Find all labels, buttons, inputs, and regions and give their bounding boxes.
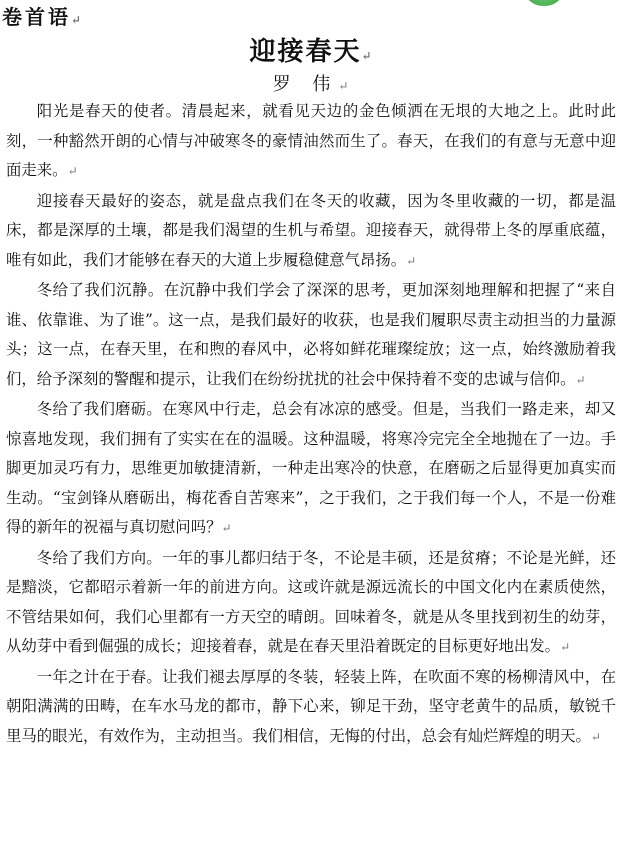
column-label: 卷首语↵: [2, 5, 82, 29]
green-badge-icon: [523, 0, 565, 6]
paragraph-mark-icon: ↵: [67, 164, 78, 178]
paragraph-mark-icon: ↵: [575, 372, 586, 387]
paragraph-mark-icon: ↵: [338, 79, 349, 93]
paragraph-4: 冬给了我们磨砺。在寒风中行走，总会有冰凉的感受。但是，当我们一路走来，却又惊喜地发现，我们拥有了实实在在的温暖。这种温暖，将寒冷完完全全地抛在了一边。手脚更加灵巧有力，思维更加敏捷清新，一种走出寒冷的快意，在磨砺之后显得更加真实而生动。“宝剑锋从磨砺出，梅花香自苦寒来”，之于我们，之于我们每一个人，不是一份难得的新年的祝福与真切慰问吗？↵: [6, 400, 616, 536]
paragraph-6: 一年之计在于春。让我们褪去厚厚的冬装，轻装上阵，在吹面不寒的杨柳清风中，在朝阳满满的田畴，在车水马龙的都市，静下心来，铆足干劲，坚守老黄牛的品质，敏锐千里马的眼光，有效作为，主动担当。我们相信，无悔的付出，总会有灿烂辉煌的明天。↵: [6, 667, 616, 745]
paragraph-mark-icon: ↵: [406, 253, 417, 268]
paragraph-mark-icon: ↵: [221, 521, 232, 535]
paragraph-2: 迎接春天最好的姿态，就是盘点我们在冬天的收藏，因为冬里收藏的一切，都是温床，都是深厚的土壤，都是我们渴望的生机与希望。迎接春天，就得带上冬的厚重底蕴，唯有如此，我们才能够在春天的大道上步履稳健意气昂扬。↵: [6, 191, 616, 269]
article-author: 罗 伟↵: [272, 74, 349, 95]
article-body: [6, 97, 616, 752]
paragraph-mark-icon: ↵: [361, 49, 372, 63]
paragraph-mark-icon: ↵: [590, 729, 601, 744]
article-title: 迎接春天↵: [249, 37, 372, 67]
paragraph-5: 冬给了我们方向。一年的事儿都归结于冬，不论是丰硕，还是贫瘠；不论是光鲜，还是黯淡，它都昭示着新一年的前进方向。这或许就是源远流长的中国文化内在素质使然，不管结果如何，我们心里都有一方天空的晴朗。回味着冬，就是从冬里找到初生的幼芽，从幼芽中看到倔强的成长；迎接着春，就是在春天里沿着既定的目标更好地出发。↵: [6, 548, 616, 655]
paragraph-3: 冬给了我们沉静。在沉静中我们学会了深深的思考，更加深刻地理解和把握了“来自谁、依靠谁、为了谁”。这一点，是我们最好的收获，也是我们履职尽责主动担当的力量源头；这一点，在春天里，在和煦的春风中，必将如鲜花璀璨绽放；这一点，始终激励着我们，给予深刻的警醒和提示，让我们在纷纷扰扰的社会中保持着不变的忠诚与信仰。↵: [6, 281, 616, 388]
paragraph-mark-icon: ↵: [560, 640, 571, 654]
paragraph-1: 阳光是春天的使者。清晨起来，就看见天边的金色倾洒在无垠的大地之上。此时此刻，一种豁然开朗的心情与冲破寒冬的豪情油然而生了。春天，在我们的有意与无意中迎面走来。↵: [6, 102, 616, 179]
paragraph-mark-icon: ↵: [71, 13, 82, 27]
